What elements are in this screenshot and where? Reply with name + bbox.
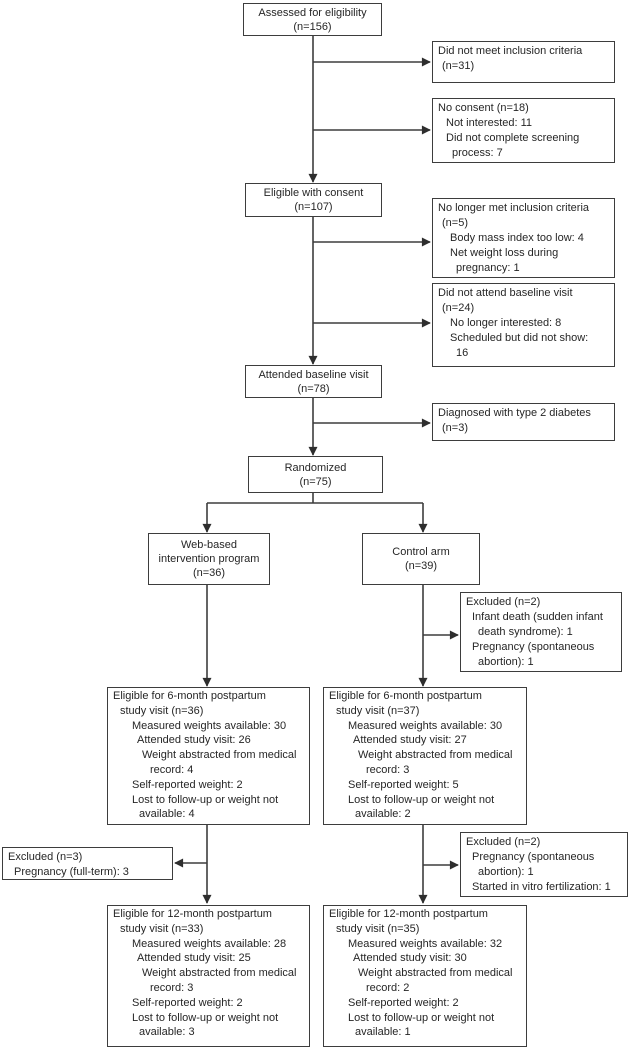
box-excluded-control-before-6month — [460, 592, 622, 672]
box-text-line: Lost to follow-up or weight not — [132, 1011, 279, 1024]
box-text-line: Diagnosed with type 2 diabetes — [438, 407, 591, 419]
box-text-line: Pregnancy (spontaneous — [472, 641, 595, 653]
box-text-line: Attended study visit: 30 — [353, 952, 467, 965]
box-text-line: Measured weights available: 28 — [132, 937, 287, 950]
box-text-line: Attended study visit: 25 — [137, 952, 251, 965]
box-text-line: No longer interested: 8 — [450, 317, 562, 329]
box-text-line: Lost to follow-up or weight not — [348, 793, 495, 806]
box-text-line: (n=78) — [297, 382, 330, 395]
box-text-line: Weight abstracted from medical — [142, 967, 297, 980]
box-text-line: 16 — [456, 347, 469, 359]
box-twelve-month-web-arm — [107, 905, 310, 1047]
box-text-line: study visit (n=36) — [120, 704, 204, 717]
box-no-consent — [432, 98, 615, 163]
box-text-line: Eligible for 12-month postpartum — [113, 908, 272, 920]
box-did-not-meet-inclusion — [432, 41, 615, 83]
box-text-line: Lost to follow-up or weight not — [132, 793, 279, 806]
box-text-line: Lost to follow-up or weight not — [348, 1011, 495, 1024]
box-text-line: Excluded (n=2) — [466, 836, 541, 848]
box-text-line: Eligible for 12-month postpartum — [329, 908, 488, 920]
box-text-line: Excluded (n=3) — [8, 851, 83, 863]
box-text-line: death syndrome): 1 — [478, 626, 573, 638]
box-text-line: available: 3 — [139, 1026, 195, 1039]
box-text-line: Eligible with consent — [263, 187, 364, 199]
box-web-based-intervention-arm — [148, 533, 270, 585]
box-text-line: record: 2 — [366, 981, 410, 994]
box-text-line: Infant death (sudden infant — [472, 611, 603, 623]
box-text-line: Body mass index too low: 4 — [450, 232, 584, 244]
box-text-line: abortion): 1 — [478, 656, 534, 668]
box-text-line: record: 3 — [150, 981, 194, 994]
box-text-line: Excluded (n=2) — [466, 596, 541, 608]
box-text-line: Attended baseline visit — [258, 368, 369, 381]
box-six-month-web-arm — [107, 687, 310, 825]
box-text-line: (n=36) — [192, 567, 226, 579]
box-text-line: Started in vitro fertilization: 1 — [472, 881, 611, 893]
box-text-line: Did not complete screening — [446, 132, 580, 144]
box-diagnosed-type2-diabetes — [432, 403, 615, 441]
box-text-line: pregnancy: 1 — [456, 262, 520, 274]
box-text-line: study visit (n=37) — [336, 704, 420, 717]
box-text-line: No consent (n=18) — [438, 102, 529, 114]
box-text-line: (n=5) — [442, 217, 468, 229]
box-text-line: record: 3 — [366, 763, 410, 776]
box-text-line: intervention program — [158, 553, 260, 565]
box-text-line: record: 4 — [150, 763, 194, 776]
box-control-arm — [362, 533, 480, 585]
box-text-line: study visit (n=33) — [120, 922, 204, 935]
box-text-line: Pregnancy (spontaneous — [472, 851, 595, 863]
box-text-line: (n=107) — [294, 201, 333, 213]
box-text-line: Weight abstracted from medical — [142, 749, 297, 762]
box-text-line: Self-reported weight: 2 — [348, 996, 459, 1009]
box-text-line: Measured weights available: 30 — [348, 719, 503, 732]
box-text-line: (n=75) — [299, 475, 332, 488]
box-twelve-month-control-arm — [323, 905, 527, 1047]
box-text-line: Scheduled but did not show: — [450, 332, 589, 344]
box-text-line: Attended study visit: 27 — [353, 734, 467, 747]
box-text-line: Control arm — [392, 546, 450, 558]
box-text-line: Randomized — [284, 461, 347, 474]
box-text-line: (n=31) — [442, 60, 475, 72]
box-did-not-attend-baseline — [432, 283, 615, 367]
box-eligible-with-consent — [245, 183, 382, 217]
box-no-longer-met-inclusion — [432, 198, 615, 278]
box-text-line: Measured weights available: 32 — [348, 937, 503, 950]
box-text-line: Measured weights available: 30 — [132, 719, 287, 732]
box-text-line: Weight abstracted from medical — [358, 967, 513, 980]
box-text-line: Web-based — [180, 539, 238, 551]
box-text-line: Eligible for 6-month postpartum — [113, 690, 266, 702]
box-text-line: Net weight loss during — [450, 247, 559, 259]
box-text-line: available: 1 — [355, 1026, 411, 1039]
box-assessed-for-eligibility — [243, 3, 382, 36]
box-text-line: Self-reported weight: 5 — [348, 778, 459, 791]
box-text-line: Attended study visit: 26 — [137, 734, 251, 747]
box-text-line: Pregnancy (full-term): 3 — [14, 866, 129, 878]
box-text-line: abortion): 1 — [478, 866, 534, 878]
box-text-line: Self-reported weight: 2 — [132, 778, 243, 791]
box-text-line: (n=24) — [442, 302, 475, 314]
box-text-line: available: 4 — [139, 808, 195, 821]
box-text-line: (n=156) — [293, 20, 332, 33]
box-text-line: No longer met inclusion criteria — [438, 202, 590, 214]
box-text-line: Weight abstracted from medical — [358, 749, 513, 762]
box-text-line: Assessed for eligibility — [258, 6, 367, 19]
box-attended-baseline-visit — [245, 365, 382, 398]
box-text-line: process: 7 — [452, 147, 503, 159]
box-text-line: available: 2 — [355, 808, 411, 821]
box-six-month-control-arm — [323, 687, 527, 825]
box-randomized — [248, 456, 383, 493]
box-text-line: Did not attend baseline visit — [438, 287, 573, 299]
box-excluded-control-before-12month — [460, 832, 628, 897]
box-text-line: Self-reported weight: 2 — [132, 996, 243, 1009]
box-text-line: (n=3) — [442, 422, 468, 434]
box-text-line: Eligible for 6-month postpartum — [329, 690, 482, 702]
box-text-line: Did not meet inclusion criteria — [438, 45, 583, 57]
box-text-line: Not interested: 11 — [446, 117, 533, 129]
box-excluded-web-before-12month — [2, 847, 173, 880]
box-text-line: (n=39) — [404, 560, 438, 572]
box-text-line: study visit (n=35) — [336, 922, 420, 935]
